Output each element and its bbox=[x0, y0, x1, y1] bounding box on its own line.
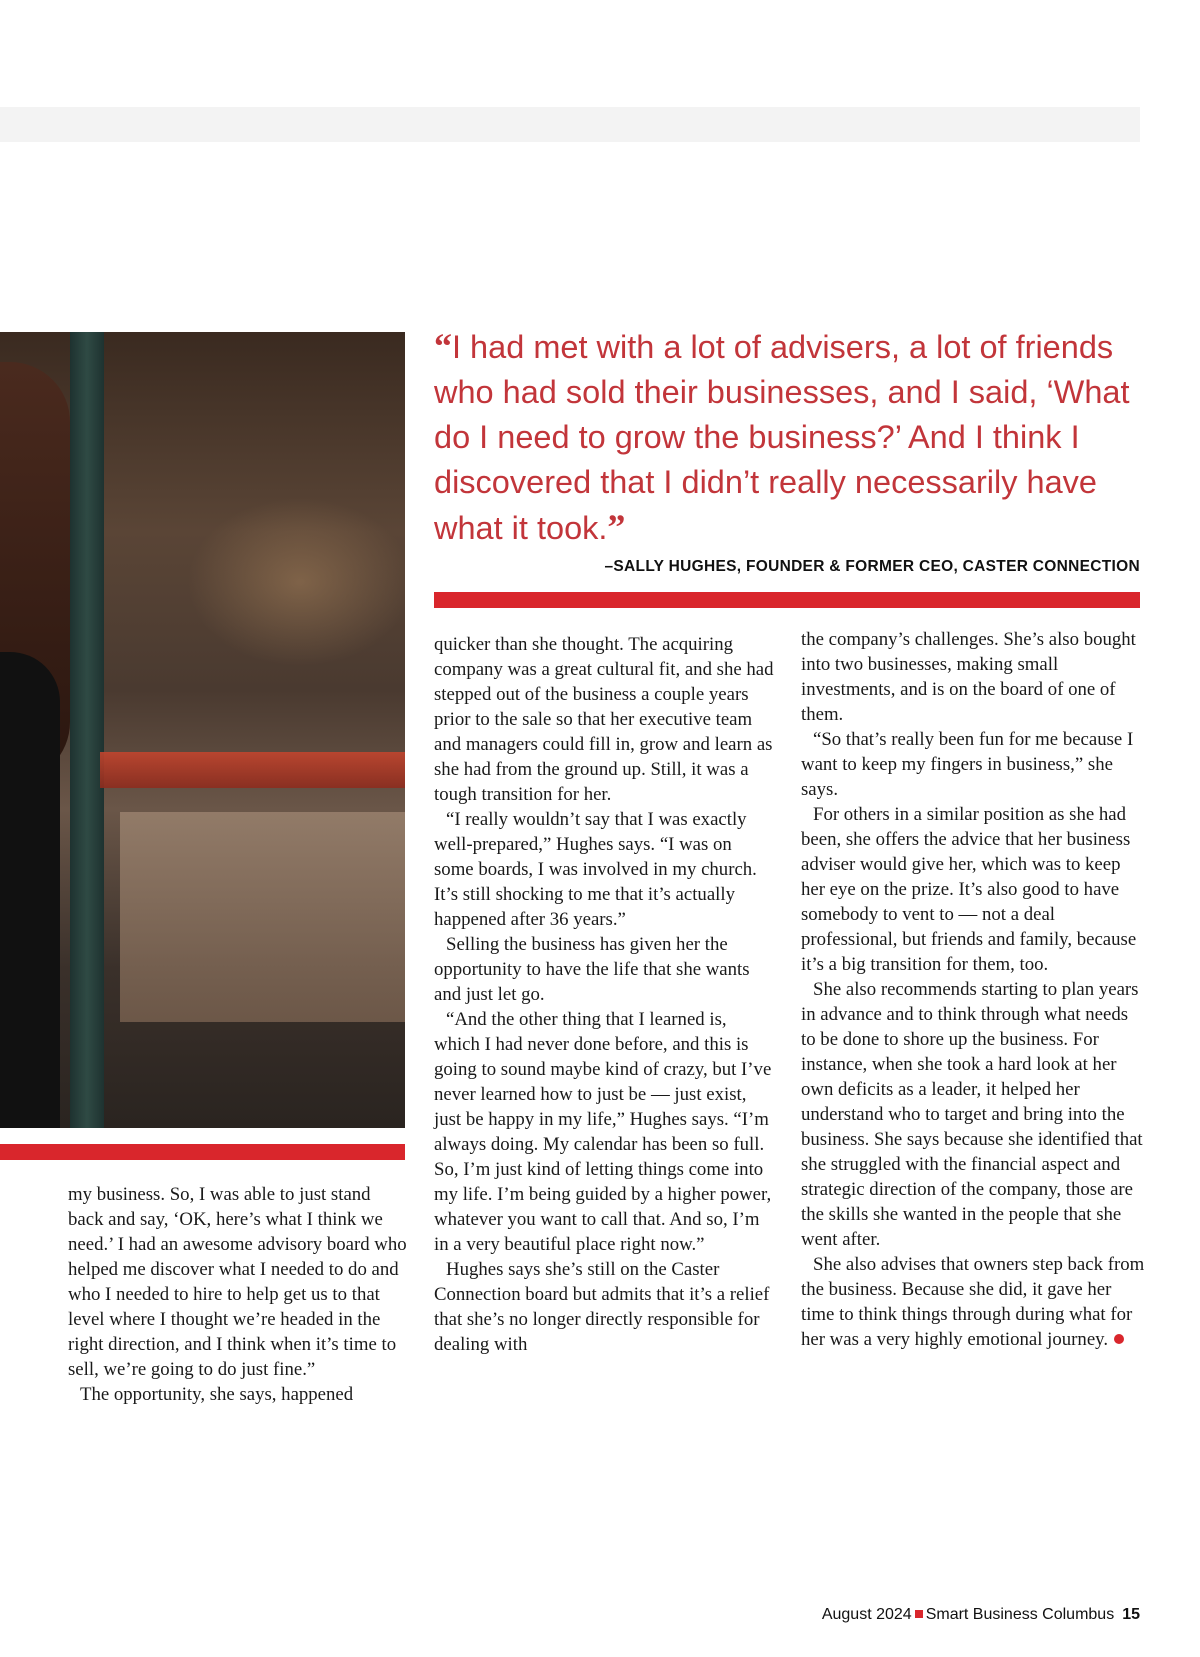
photo-shelf bbox=[100, 752, 405, 788]
paragraph: my business. So, I was able to just stand back and say, ‘OK, here’s what I think we need.’ I had an awesome advisory board who helped me discover what I needed to do and who I needed to hire to help get us to that level where I thought we’re headed in the right direction, and I think when it’s time to sell, we’re going to do just fine.” bbox=[68, 1184, 407, 1380]
photo-pillar bbox=[70, 332, 104, 1128]
photo-red-rule bbox=[0, 1144, 405, 1160]
feature-photo bbox=[0, 332, 405, 1128]
body-column-3 bbox=[801, 627, 1146, 1352]
paragraph: “So that’s really been fun for me because I want to keep my fingers in business,” she says. bbox=[801, 729, 1134, 800]
paragraph: She also recommends starting to plan years in advance and to think through what needs to be done to shore up the business. For instance, when she took a hard look at her own deficits as a leader, it helped her understand who to target and bring into the business. She says because she identified that she struggled with the financial aspect and strategic direction of the company, those are the skills she wanted in the people that she went after. bbox=[801, 979, 1143, 1250]
paragraph-text: She also advises that owners step back from the business. Because she did, it gave her time to think things through during what for her was a very highly emotional journey. bbox=[801, 1254, 1145, 1350]
top-gray-band bbox=[0, 107, 1140, 142]
photo-subject bbox=[0, 652, 60, 1128]
paragraph: Hughes says she’s still on the Caster Connection board but admits that it’s a relief that she’s no longer directly responsible for dealing with bbox=[434, 1259, 770, 1355]
open-quote-mark: “ bbox=[434, 326, 452, 366]
body-column-2 bbox=[434, 632, 774, 1357]
paragraph: the company’s challenges. She’s also bought into two businesses, making small investments, and is on the board of one of them. bbox=[801, 629, 1136, 725]
quote-attribution: –SALLY HUGHES, FOUNDER & FORMER CEO, CASTER CONNECTION bbox=[604, 558, 1140, 575]
last-paragraph bbox=[801, 1252, 1146, 1352]
body-column-1 bbox=[68, 1182, 408, 1407]
pull-quote bbox=[434, 324, 1144, 551]
photo-crate bbox=[120, 812, 405, 1022]
pull-quote-text: I had met with a lot of advisers, a lot of friends who had sold their businesses, and I said, ‘What do I need to grow the business?’ And I think I discovered that I didn’t really necessarily have what it took. bbox=[434, 329, 1130, 546]
paragraph: Selling the business has given her the opportunity to have the life that she wants and just let go. bbox=[434, 934, 750, 1005]
paragraph: The opportunity, she says, happened bbox=[80, 1384, 354, 1405]
close-quote-mark: ” bbox=[607, 507, 626, 547]
paragraph: quicker than she thought. The acquiring company was a great cultural fit, and she had stepped out of the business a couple years prior to the sale so that her executive team and managers could fill in, grow and learn as she had from the ground up. Still, it was a tough transition for her. bbox=[434, 634, 774, 805]
page-footer bbox=[822, 1606, 1140, 1624]
end-mark-dot bbox=[1114, 1334, 1124, 1344]
paragraph: For others in a similar position as she had been, she offers the advice that her business adviser would give her, which was to keep her eye on the prize. It’s also good to have somebody to vent to — not a deal professional, but friends and family, because it’s a big transition for them, too. bbox=[801, 804, 1137, 975]
paragraph: “And the other thing that I learned is, which I had never done before, and this is going to sound maybe kind of crazy, but I’ve never learned how to just be — just exist, just be happy in my life,” Hughes says. “I’m always doing. My calendar has been so full. So, I’m just kind of letting things come into my life. I’m being guided by a higher power, whatever you want to call that. And so, I’m in a very beautiful place right now.” bbox=[434, 1009, 772, 1255]
publication-name: Smart Business Columbus bbox=[925, 1606, 1115, 1623]
footer-separator-square bbox=[915, 1610, 923, 1618]
issue-date: August 2024 bbox=[821, 1606, 912, 1623]
quote-red-rule bbox=[434, 592, 1140, 608]
page-number: 15 bbox=[1122, 1606, 1140, 1623]
paragraph: “I really wouldn’t say that I was exactly well-prepared,” Hughes says. “I was on some boards, I was involved in my church. It’s still shocking to me that it’s actually happened after 36 years.” bbox=[434, 809, 757, 930]
